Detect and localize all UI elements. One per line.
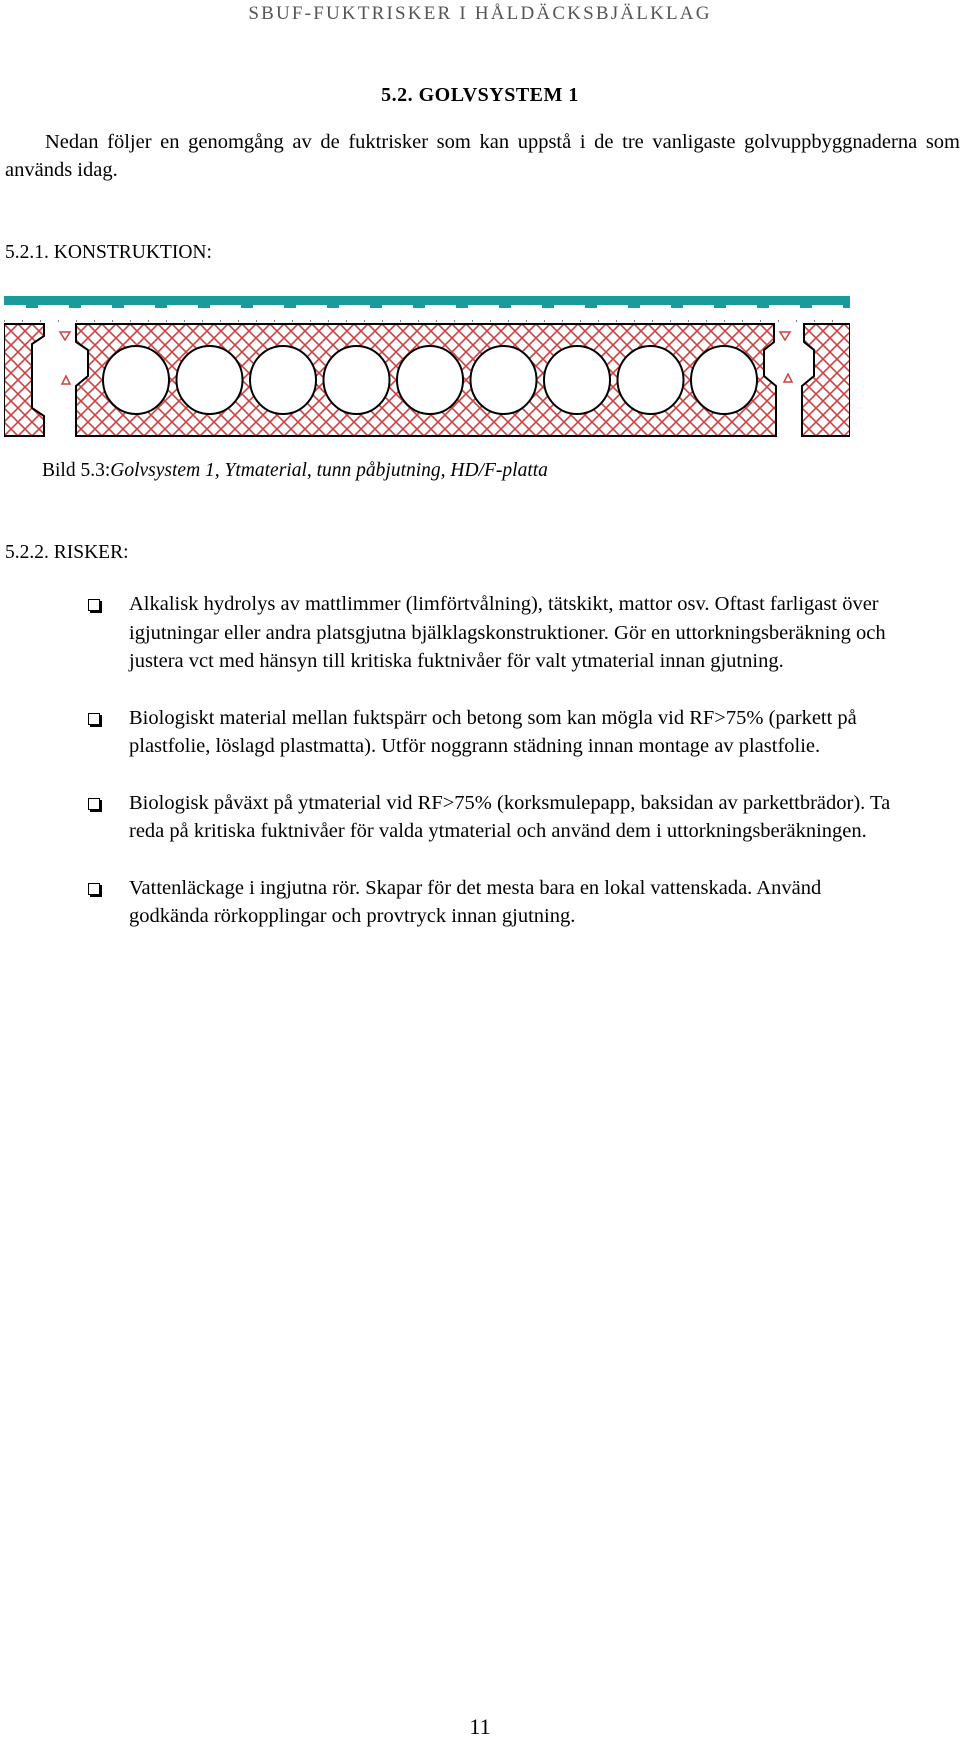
right-slab-edge: [802, 324, 850, 436]
surface-tick-marks: [26, 305, 850, 308]
surface-tick: [585, 305, 597, 308]
surface-tick: [327, 305, 339, 308]
surface-tick: [757, 305, 769, 308]
checkbox-bullet-icon: [88, 883, 100, 895]
risk-text: Vattenläckage i ingjutna rör. Skapar för det mesta bara en lokal vattenskada. Använd godkända rörkopplingar och provtryck innan gjutning.: [129, 876, 822, 927]
surface-tick: [69, 305, 81, 308]
list-item: [0, 590, 899, 676]
surface-tick: [198, 305, 210, 308]
hollow-core: [177, 346, 243, 414]
running-header: SBUF-FUKTRISKER I HÅLDÄCKSBJÄLKLAG: [248, 3, 712, 24]
surface-tick: [370, 305, 382, 308]
left-slab-edge: [4, 324, 44, 436]
hollow-core: [103, 346, 169, 414]
risk-text: Biologisk påväxt på ytmaterial vid RF>75% (korksmulepapp, baksidan av parkettbrädor). Ta reda på kritiska fuktnivåer för valda ytmaterial och använd dem i uttorkningsberäkningen.: [129, 791, 891, 842]
surface-tick: [26, 305, 38, 308]
grout-marker-icon: [60, 332, 70, 340]
risk-text: Biologiskt material mellan fuktspärr och betong som kan mögla vid RF>75% (parkett på plastfolie, löslagd plastmatta). Utför noggrann städning innan montage av plastfolie.: [129, 706, 857, 757]
caption-text: Golvsystem 1, Ytmaterial, tunn påbjutning, HD/F-platta: [110, 460, 548, 481]
hollow-core: [250, 346, 316, 414]
risk-list: [0, 590, 960, 959]
checkbox-bullet-icon: [88, 798, 100, 810]
surface-tick: [241, 305, 253, 308]
list-item: [0, 874, 899, 931]
surface-tick: [155, 305, 167, 308]
grout-marker-icon: [784, 374, 792, 382]
risker-heading: 5.2.2. RISKER:: [5, 542, 129, 563]
surface-layer: [4, 296, 850, 305]
surface-tick: [714, 305, 726, 308]
surface-tick: [800, 305, 812, 308]
surface-tick: [542, 305, 554, 308]
hollow-core: [324, 346, 390, 414]
list-item: [0, 789, 899, 846]
page-number: 11: [469, 1714, 491, 1739]
hollow-cores: [103, 346, 757, 414]
grout-marker-icon: [780, 332, 790, 340]
floor-system-figure: [4, 296, 850, 438]
checkbox-bullet-icon: [88, 713, 100, 725]
figure-caption: [42, 460, 548, 482]
hollow-core: [691, 346, 757, 414]
caption-label: Bild 5.3:: [42, 460, 111, 481]
surface-tick: [456, 305, 468, 308]
risk-text: Alkalisk hydrolys av mattlimmer (limförtvålning), tätskikt, mattor osv. Oftast farligast över igjutningar eller andra platsgjutna bjälklagskonstruktioner. Gör en uttorkningsberäkning och justera vct med hänsyn till kritiska fuktnivåer för valt ytmaterial innan gjutning.: [129, 593, 886, 672]
grout-marker-icon: [62, 376, 70, 384]
section-title: 5.2. GOLVSYSTEM 1: [381, 84, 579, 106]
surface-tick: [499, 305, 511, 308]
hollow-core: [618, 346, 684, 414]
surface-tick: [284, 305, 296, 308]
intro-paragraph: Nedan följer en genomgång av de fuktrisker som kan uppstå i de tre vanligaste golvuppbyggnaderna som används idag.: [5, 131, 960, 181]
surface-tick: [112, 305, 124, 308]
hollow-core: [397, 346, 463, 414]
surface-tick: [843, 305, 850, 308]
checkbox-bullet-icon: [88, 599, 100, 611]
surface-tick: [413, 305, 425, 308]
hollow-core: [544, 346, 610, 414]
konstruktion-heading: 5.2.1. KONSTRUKTION:: [5, 242, 212, 263]
surface-tick: [671, 305, 683, 308]
list-item: [0, 704, 899, 761]
hollow-core: [471, 346, 537, 414]
surface-tick: [628, 305, 640, 308]
